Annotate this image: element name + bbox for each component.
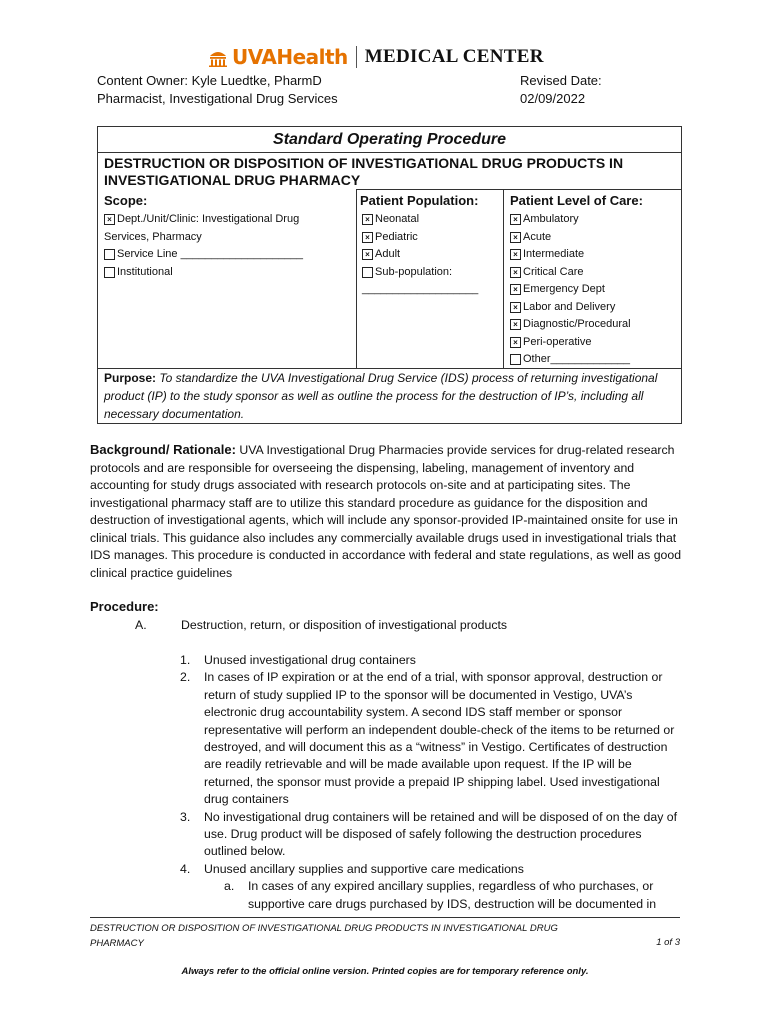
footer-doc-title: DESTRUCTION OR DISPOSITION OF INVESTIGATIONAL DRUG PRODUCTS IN INVESTIGATIONAL DRUG PHARMACY <box>90 923 558 949</box>
uva-health-logo <box>208 44 544 70</box>
divider <box>356 189 357 368</box>
checked-box-icon: × <box>510 319 521 330</box>
procedure-item-text: Unused investigational drug containers <box>204 653 416 667</box>
population-item <box>362 281 478 299</box>
unchecked-box-icon <box>104 267 115 278</box>
unchecked-box-icon <box>104 249 115 260</box>
checked-box-icon: × <box>510 284 521 295</box>
divider <box>503 189 504 368</box>
checked-box-icon: × <box>510 249 521 260</box>
level-item <box>510 316 631 334</box>
level-item <box>510 281 631 299</box>
scope-item-label: Dept./Unit/Clinic: Investigational Drug <box>117 213 300 225</box>
level-item-label: Emergency Dept <box>523 283 605 295</box>
checked-box-icon: × <box>362 214 373 225</box>
procedure-item <box>180 861 680 878</box>
purpose <box>104 369 674 423</box>
procedure-item-number: 1. <box>180 653 191 667</box>
revised-label: Revised Date: <box>520 73 602 88</box>
background-section <box>90 441 684 582</box>
background-label: Background/ Rationale: <box>90 442 236 457</box>
procedure-item-text: No investigational drug containers will be retained and will be disposed of on the day of use. Drug product will be disposed of safely following the destruction procedures outlined below. <box>204 809 678 859</box>
level-item-label: Intermediate <box>523 248 585 260</box>
unchecked-box-icon <box>510 354 521 365</box>
procedure-item <box>180 652 680 669</box>
content-owner-line1: Content Owner: Kyle Luedtke, PharmD <box>97 73 322 88</box>
population-list <box>362 211 478 299</box>
procedure-item-text: In cases of IP expiration or at the end of a trial, with sponsor approval, destruction or return of study supplied IP to the sponsor will be documented in Vestigo, UVA’s electronic drug accountability system. A second IDS staff member or sponsor representative will perform an independent double-check of the items to be returned or destroyed, and will document this as a “witness” in Vestigo. Certificates of destruction are readily retrievable and will be made available upon request. If the IP will be returned, the sponsor must provide a prepaid IP shipping label. Used investigational drug containers <box>204 670 675 807</box>
procedure-item-text: Unused ancillary supplies and supportive care medications <box>204 861 524 876</box>
population-item <box>362 229 478 247</box>
level-item <box>510 229 631 247</box>
population-item-label: Pediatric <box>375 230 418 243</box>
sop-box <box>97 126 682 424</box>
checked-box-icon: × <box>510 337 521 348</box>
divider <box>98 152 681 153</box>
level-item <box>510 211 631 229</box>
level-list <box>510 211 631 369</box>
procedure-section-title: Destruction, return, or disposition of investigational products <box>181 618 508 632</box>
unchecked-box-icon <box>362 267 373 278</box>
level-item-label: Labor and Delivery <box>523 300 616 313</box>
checked-box-icon: × <box>362 232 373 243</box>
rotunda-logo-icon <box>208 47 228 67</box>
scope-item <box>104 246 303 264</box>
procedure-item-number: 2. <box>180 670 191 685</box>
logo-divider <box>356 46 357 68</box>
sop-heading: DESTRUCTION OR DISPOSITION OF INVESTIGATIONAL DRUG PRODUCTS IN INVESTIGATIONAL DRUG PHARMACY <box>104 155 624 188</box>
purpose-text: To standardize the UVA Investigational Drug Service (IDS) process of returning investigational product (IP) to the study sponsor as well as outline the process for the destruction of IP’s, including all necessary documentation. <box>104 371 658 421</box>
population-item <box>362 246 478 264</box>
level-title: Patient Level of Care: <box>510 193 643 208</box>
population-item-label: Adult <box>375 248 401 260</box>
level-item-label: Other_____________ <box>523 353 631 365</box>
level-item <box>510 246 631 264</box>
population-item-label: Neonatal <box>375 213 420 225</box>
footer-note: Always refer to the official online version. Printed copies are for temporary reference only. <box>181 966 589 977</box>
logo-uva-text: UVA <box>232 45 277 69</box>
procedure-item-number: 3. <box>180 809 191 824</box>
level-item-label: Diagnostic/Procedural <box>523 318 631 330</box>
scope-item-label: Service Line ____________________ <box>117 248 303 260</box>
level-item <box>510 264 631 282</box>
revised-date: 02/09/2022 <box>520 91 586 106</box>
checked-box-icon: × <box>510 214 521 225</box>
population-item <box>362 211 478 229</box>
page-number: 1 of 3 <box>656 937 680 948</box>
checked-box-icon: × <box>510 302 521 313</box>
checked-box-icon: × <box>104 214 115 225</box>
content-owner <box>97 72 338 108</box>
checked-box-icon: × <box>510 232 521 243</box>
procedure-item <box>180 809 680 861</box>
scope-item <box>104 211 303 229</box>
level-item <box>510 334 631 352</box>
procedure-subitem-text: In cases of any expired ancillary supplies, regardless of who purchases, or supportive care drugs purchased by IDS, destruction will be documented in <box>248 879 657 911</box>
scope-item-label: Services, Pharmacy <box>104 230 202 243</box>
background-text: UVA Investigational Drug Pharmacies provide services for drug-related research protocols and are responsible for overseeing the dispensing, labeling, management of inventory and accounting for study drugs associated with research protocols on-site and at participating sites. The investigational pharmacy staff are to utilize this standard procedure as guidance for the disposition and destruction of investigational agents, which will include any sponsor-provided IP-maintained onsite for use in clinical trials. This guidance also includes any commercially available drugs used in investigational trials that IDS manages. This procedure is conducted in accordance with federal and state regulations, as well as good clinical practice guidelines <box>90 443 682 580</box>
scope-item <box>104 264 303 282</box>
population-title: Patient Population: <box>360 193 479 208</box>
divider <box>356 189 681 190</box>
footer-divider <box>90 917 680 918</box>
procedure-subitem <box>180 878 680 913</box>
procedure-item-number: 4. <box>180 861 191 876</box>
population-item-label: ___________________ <box>362 283 479 295</box>
population-item <box>362 264 478 282</box>
checked-box-icon: × <box>510 267 521 278</box>
sop-title: Standard Operating Procedure <box>273 131 506 148</box>
level-item <box>510 351 631 369</box>
procedure-section-letter: A. <box>135 618 147 632</box>
content-owner-line2: Pharmacist, Investigational Drug Services <box>97 91 338 106</box>
procedure-item <box>180 669 680 808</box>
purpose-label: Purpose: <box>104 371 157 385</box>
revised-date-block <box>520 72 602 108</box>
scope-list <box>104 211 303 281</box>
level-item-label: Critical Care <box>523 265 584 278</box>
population-item-label: Sub-population: <box>375 265 453 278</box>
scope-title: Scope: <box>104 193 148 208</box>
procedure-subitem-letter: a. <box>224 879 235 894</box>
level-item-label: Acute <box>523 230 552 243</box>
scope-item-label: Institutional <box>117 265 173 278</box>
logo-health-text: Health <box>276 45 348 69</box>
level-item-label: Peri-operative <box>523 335 592 348</box>
procedure-label: Procedure: <box>90 599 159 614</box>
procedure-list <box>180 652 680 913</box>
medical-center-text: MEDICAL CENTER <box>364 46 544 67</box>
level-item-label: Ambulatory <box>523 213 579 225</box>
scope-item <box>104 229 303 247</box>
checked-box-icon: × <box>362 249 373 260</box>
level-item <box>510 299 631 317</box>
